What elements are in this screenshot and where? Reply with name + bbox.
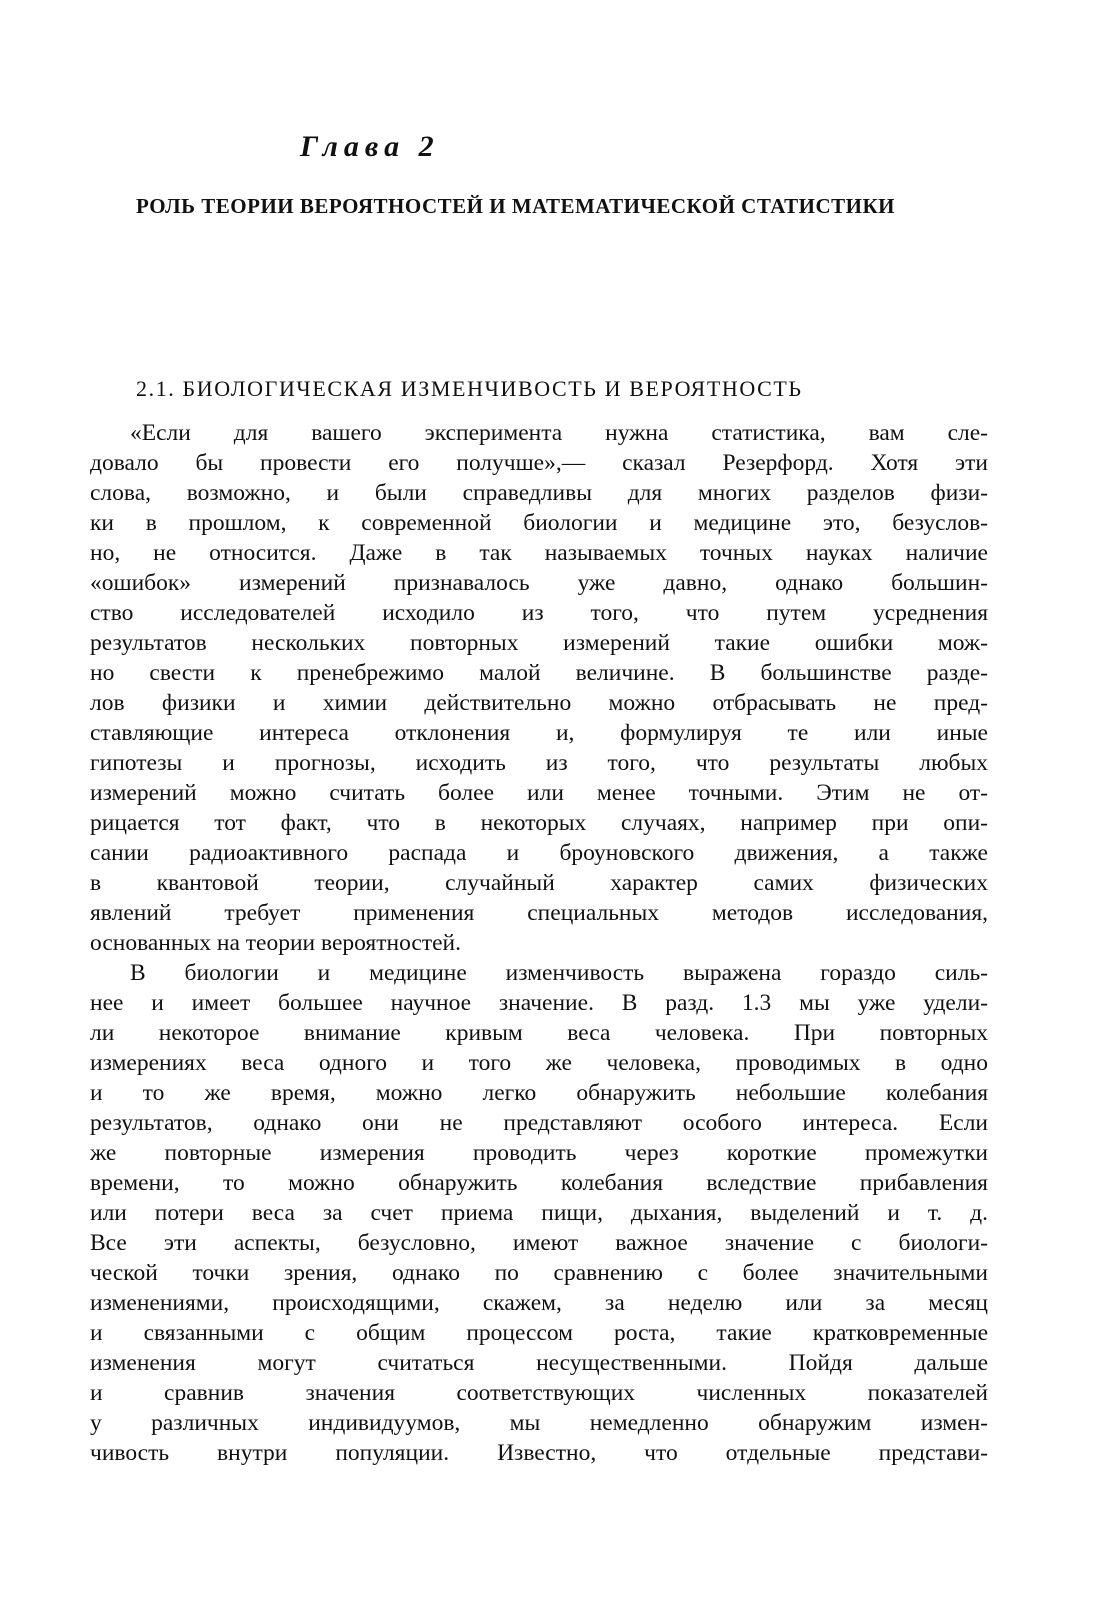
- text-line: В биологии и медицине изменчивость выражена гораздо силь-: [130, 960, 988, 986]
- text-line: явлений требует применения специальных методов исследования,: [90, 900, 988, 926]
- text-line: слова, возможно, и были справедливы для многих разделов физи-: [90, 480, 988, 506]
- text-line: ство исследователей исходило из того, что путем усреднения: [90, 600, 988, 626]
- text-line: но свести к пренебрежимо малой величине. В большинстве разде-: [90, 660, 988, 686]
- text-line: времени, то можно обнаружить колебания вследствие прибавления: [90, 1170, 988, 1196]
- text-line: «Если для вашего эксперимента нужна статистика, вам сле-: [130, 420, 988, 446]
- paragraph-1: [90, 418, 988, 958]
- body-text: [90, 418, 988, 1468]
- text-line: результатов нескольких повторных измерений такие ошибки мож-: [90, 630, 988, 656]
- text-line: изменениями, происходящими, скажем, за неделю или за месяц: [90, 1290, 988, 1316]
- chapter-label: Глава 2: [300, 130, 440, 163]
- text-line: основанных на теории вероятностей.: [90, 930, 461, 956]
- text-line: же повторные измерения проводить через короткие промежутки: [90, 1140, 988, 1166]
- section-heading: 2.1. БИОЛОГИЧЕСКАЯ ИЗМЕНЧИВОСТЬ И ВЕРОЯТНОСТЬ: [136, 376, 803, 401]
- text-line: чивость внутри популяции. Известно, что отдельные представи-: [90, 1440, 988, 1466]
- text-line: измерениях веса одного и того же человека, проводимых в одно: [90, 1050, 988, 1076]
- text-line: или потери веса за счет приема пищи, дыхания, выделений и т. д.: [90, 1200, 988, 1226]
- text-line: рицается тот факт, что в некоторых случаях, например при опи-: [90, 810, 988, 836]
- text-line: и связанными с общим процессом роста, такие кратковременные: [90, 1320, 988, 1346]
- text-line: довало бы провести его получше»,— сказал Резерфорд. Хотя эти: [90, 450, 988, 476]
- text-line: ческой точки зрения, однако по сравнению с более значительными: [90, 1260, 988, 1286]
- text-line: нее и имеет большее научное значение. В разд. 1.3 мы уже удели-: [90, 990, 988, 1016]
- text-line: ставляющие интереса отклонения и, формулируя те или иные: [90, 720, 988, 746]
- text-line: изменения могут считаться несущественными. Пойдя дальше: [90, 1350, 988, 1376]
- paragraph-2: [90, 958, 988, 1468]
- text-line: и то же время, можно легко обнаружить небольшие колебания: [90, 1080, 988, 1106]
- text-line: гипотезы и прогнозы, исходить из того, что результаты любых: [90, 750, 988, 776]
- chapter-title: РОЛЬ ТЕОРИИ ВЕРОЯТНОСТЕЙ И МАТЕМАТИЧЕСКОЙ СТАТИСТИКИ: [136, 194, 896, 218]
- text-line: сании радиоактивного распада и броуновского движения, а также: [90, 840, 988, 866]
- text-line: лов физики и химии действительно можно отбрасывать не пред-: [90, 690, 988, 716]
- text-line: «ошибок» измерений признавалось уже давно, однако большин-: [90, 570, 988, 596]
- text-line: ли некоторое внимание кривым веса человека. При повторных: [90, 1020, 988, 1046]
- text-line: Все эти аспекты, безусловно, имеют важное значение с биологи-: [90, 1230, 988, 1256]
- text-line: ки в прошлом, к современной биологии и медицине это, безуслов-: [90, 510, 988, 536]
- text-line: в квантовой теории, случайный характер самих физических: [90, 870, 988, 896]
- text-line: измерений можно считать более или менее точными. Этим не от-: [90, 780, 988, 806]
- text-line: результатов, однако они не представляют особого интереса. Если: [90, 1110, 988, 1136]
- text-line: но, не относится. Даже в так называемых точных науках наличие: [90, 540, 988, 566]
- text-line: у различных индивидуумов, мы немедленно обнаружим измен-: [90, 1410, 988, 1436]
- text-line: и сравнив значения соответствующих численных показателей: [90, 1380, 988, 1406]
